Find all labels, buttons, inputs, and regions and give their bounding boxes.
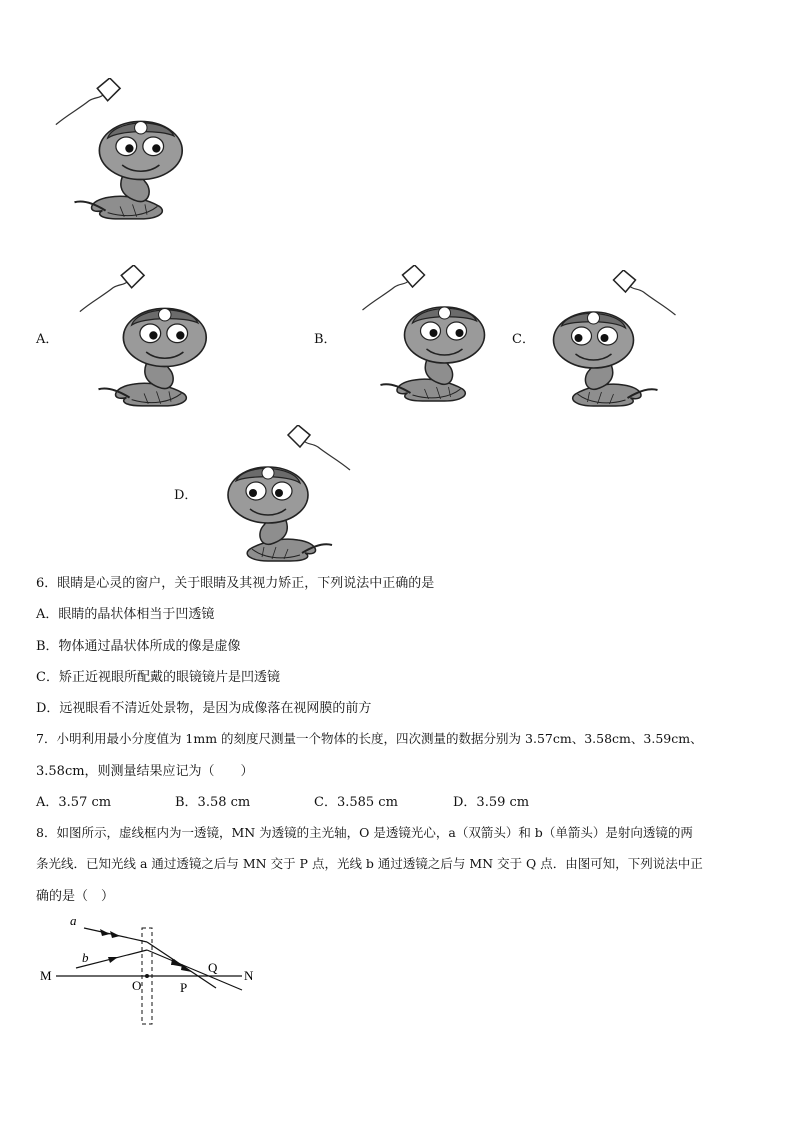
q8-stem-line3: 确的是（ ） [36,889,115,904]
q7-option-c[interactable]: C．3.585 cm [314,795,398,810]
option-c-label[interactable]: C． [512,332,535,347]
snake-kite-image-d [205,425,375,565]
q7-option-d[interactable]: D．3.59 cm [453,795,530,810]
option-a-figure[interactable] [62,265,222,410]
q6-option-c[interactable]: C．矫正近视眼所配戴的眼镜镜片是凹透镜 [36,670,280,685]
option-a-label[interactable]: A． [36,332,59,347]
label-M: M [40,968,52,983]
label-N: N [244,968,254,983]
q7-stem-line2: 3.58cm，则测量结果应记为（ ） [36,764,254,779]
q8-stem-line2: 条光线．已知光线 a 通过透镜之后与 MN 交于 P 点，光线 b 通过透镜之后与 MN 交于 Q 点．由图可知，下列说法中正 [36,856,703,871]
option-b-label[interactable]: B． [314,332,337,347]
q6-stem: 6．眼睛是心灵的窗户，关于眼睛及其视力矫正，下列说法中正确的是 [36,576,435,591]
label-b: b [82,950,89,965]
option-c-figure[interactable] [538,270,693,410]
q7-option-b[interactable]: B．3.58 cm [175,795,251,810]
q8-stem-line1: 8．如图所示，虚线框内为一透镜，MN 为透镜的主光轴，O 是透镜光心，a（双箭头）和 b（单箭头）是射向透镜的两 [36,825,693,840]
q7-option-a[interactable]: A．3.57 cm [36,795,112,810]
option-d-label[interactable]: D． [174,488,198,503]
q6-option-a[interactable]: A．眼睛的晶状体相当于凹透镜 [36,607,215,622]
q6-option-d[interactable]: D．远视眼看不清近处景物，是因为成像落在视网膜的前方 [36,701,372,716]
snake-kite-image-b [340,265,505,405]
snake-kite-image [38,78,198,223]
label-Q: Q [208,960,218,975]
reference-figure [38,78,198,223]
snake-kite-image-c [538,270,693,410]
q6-option-b[interactable]: B．物体通过晶状体所成的像是虚像 [36,639,241,654]
label-O: O [132,978,142,993]
label-P: P [180,980,188,995]
option-b-figure[interactable] [340,265,505,405]
lens-diagram [36,910,266,1030]
label-a: a [70,913,77,928]
q7-stem-line1: 7．小明利用最小分度值为 1mm 的刻度尺测量一个物体的长度，四次测量的数据分别为 3.57cm、3.58cm、3.59cm、 [36,731,703,746]
option-d-figure[interactable] [205,425,375,565]
snake-kite-image-a [62,265,222,410]
